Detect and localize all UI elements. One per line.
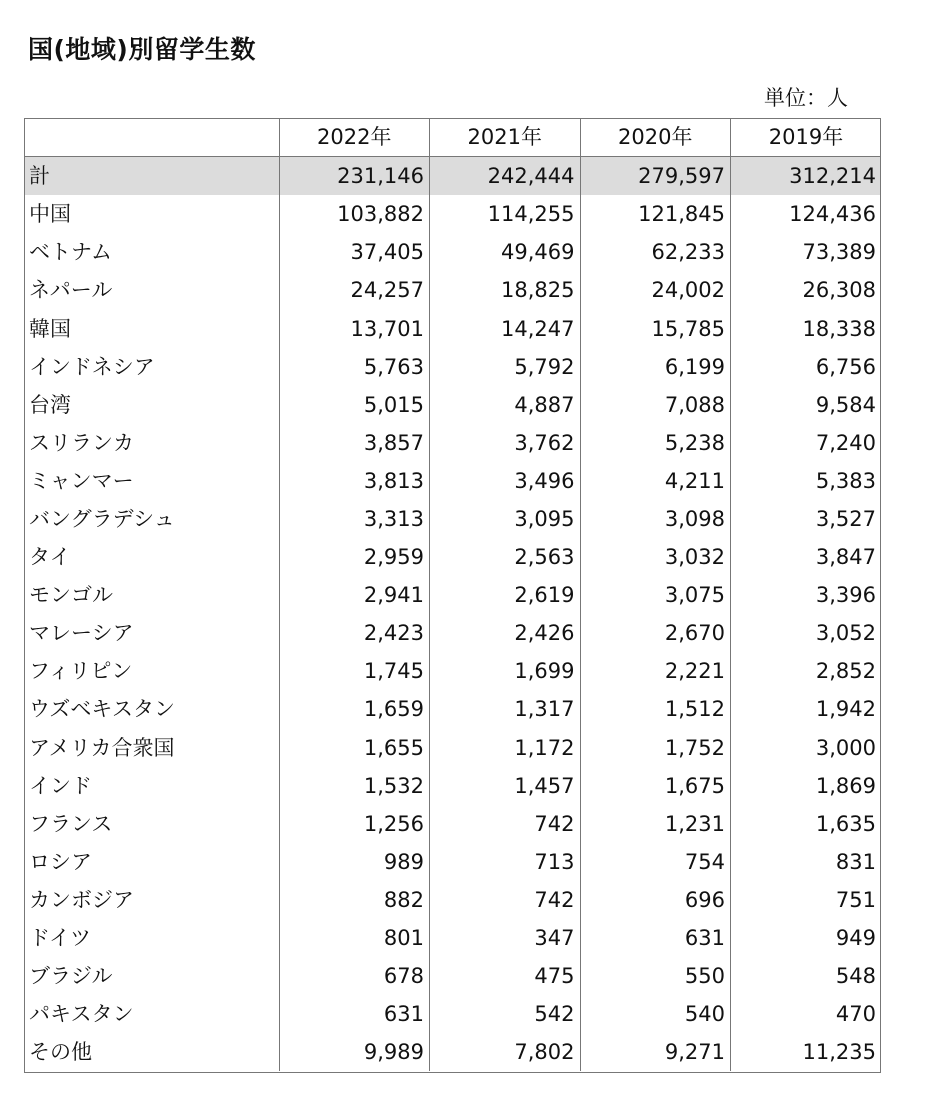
value-cell: 1,659 bbox=[279, 690, 430, 728]
country-name-cell: その他 bbox=[29, 1040, 92, 1065]
value-cell: 11,235 bbox=[731, 1033, 882, 1071]
country-name-cell: ドイツ bbox=[29, 926, 91, 951]
value-cell: 989 bbox=[279, 843, 430, 881]
value-cell: 7,802 bbox=[430, 1033, 581, 1071]
value-cell: 742 bbox=[430, 881, 581, 919]
value-cell: 114,255 bbox=[430, 195, 581, 233]
country-name-cell: ロシア bbox=[29, 849, 92, 874]
country-name-cell: ネパール bbox=[29, 278, 113, 303]
value-cell: 14,247 bbox=[430, 309, 581, 347]
value-cell: 6,756 bbox=[731, 348, 882, 386]
value-cell: 24,002 bbox=[580, 271, 731, 309]
value-cell: 3,075 bbox=[580, 576, 731, 614]
value-cell: 2,426 bbox=[430, 614, 581, 652]
value-cell: 3,396 bbox=[731, 576, 882, 614]
table-row bbox=[24, 767, 881, 805]
table-row bbox=[24, 538, 881, 576]
country-name-cell: フィリピン bbox=[29, 659, 133, 684]
value-cell: 1,699 bbox=[430, 652, 581, 690]
value-cell: 5,015 bbox=[279, 386, 430, 424]
value-cell: 754 bbox=[580, 843, 731, 881]
country-name-cell: ブラジル bbox=[29, 964, 113, 989]
value-cell: 1,457 bbox=[430, 767, 581, 805]
value-cell: 678 bbox=[279, 957, 430, 995]
country-name-cell: タイ bbox=[29, 545, 71, 570]
value-cell: 24,257 bbox=[279, 271, 430, 309]
country-name-cell: ウズベキスタン bbox=[29, 697, 175, 722]
value-cell: 2,563 bbox=[430, 538, 581, 576]
table-row bbox=[24, 348, 881, 386]
country-name-cell: ベトナム bbox=[29, 240, 112, 265]
value-cell: 1,655 bbox=[279, 729, 430, 767]
value-cell: 3,095 bbox=[430, 500, 581, 538]
value-cell: 3,762 bbox=[430, 424, 581, 462]
country-name-cell: ミャンマー bbox=[29, 468, 134, 493]
country-name-cell: スリランカ bbox=[29, 430, 134, 455]
value-cell: 242,444 bbox=[430, 157, 581, 196]
country-name-cell: バングラデシュ bbox=[29, 506, 175, 531]
value-cell: 124,436 bbox=[731, 195, 882, 233]
value-cell: 13,701 bbox=[279, 309, 430, 347]
value-cell: 696 bbox=[580, 881, 731, 919]
value-cell: 1,675 bbox=[580, 767, 731, 805]
country-name-cell: マレーシア bbox=[29, 621, 134, 646]
value-cell: 2,619 bbox=[430, 576, 581, 614]
value-cell: 1,172 bbox=[430, 729, 581, 767]
value-cell: 5,238 bbox=[580, 424, 731, 462]
value-cell: 3,098 bbox=[580, 500, 731, 538]
value-cell: 15,785 bbox=[580, 309, 731, 347]
value-cell: 73,389 bbox=[731, 233, 882, 271]
value-cell: 2,670 bbox=[580, 614, 731, 652]
table-row bbox=[24, 462, 881, 500]
country-name-cell: インド bbox=[29, 773, 92, 798]
value-cell: 121,845 bbox=[580, 195, 731, 233]
table-row bbox=[24, 690, 881, 728]
country-name-cell: アメリカ合衆国 bbox=[29, 735, 175, 760]
value-cell: 949 bbox=[731, 919, 882, 957]
value-cell: 2,221 bbox=[580, 652, 731, 690]
table-row bbox=[24, 614, 881, 652]
value-cell: 231,146 bbox=[279, 157, 430, 196]
country-name-cell: モンゴル bbox=[29, 583, 113, 608]
country-name-cell: 韓国 bbox=[29, 316, 71, 341]
value-cell: 7,240 bbox=[731, 424, 882, 462]
value-cell: 279,597 bbox=[580, 157, 731, 196]
value-cell: 831 bbox=[731, 843, 882, 881]
table-row bbox=[24, 1033, 881, 1071]
value-cell: 3,032 bbox=[580, 538, 731, 576]
country-name-cell: 中国 bbox=[29, 202, 71, 227]
value-cell: 3,813 bbox=[279, 462, 430, 500]
value-cell: 62,233 bbox=[580, 233, 731, 271]
value-cell: 1,532 bbox=[279, 767, 430, 805]
value-cell: 6,199 bbox=[580, 348, 731, 386]
header-corner-cell bbox=[24, 118, 279, 157]
table-body bbox=[24, 157, 881, 1072]
value-cell: 1,317 bbox=[430, 690, 581, 728]
value-cell: 49,469 bbox=[430, 233, 581, 271]
value-cell: 18,338 bbox=[731, 309, 882, 347]
value-cell: 1,512 bbox=[580, 690, 731, 728]
table-row bbox=[24, 881, 881, 919]
value-cell: 4,211 bbox=[580, 462, 731, 500]
value-cell: 2,852 bbox=[731, 652, 882, 690]
value-cell: 631 bbox=[279, 995, 430, 1033]
value-cell: 312,214 bbox=[731, 157, 882, 196]
value-cell: 2,941 bbox=[279, 576, 430, 614]
value-cell: 103,882 bbox=[279, 195, 430, 233]
country-name-cell: インドネシア bbox=[29, 354, 155, 379]
value-cell: 1,231 bbox=[580, 805, 731, 843]
value-cell: 470 bbox=[731, 995, 882, 1033]
value-cell: 4,887 bbox=[430, 386, 581, 424]
table-row bbox=[24, 805, 881, 843]
column-header: 2021年 bbox=[430, 118, 581, 157]
value-cell: 2,959 bbox=[279, 538, 430, 576]
value-cell: 742 bbox=[430, 805, 581, 843]
value-cell: 1,635 bbox=[731, 805, 882, 843]
value-cell: 713 bbox=[430, 843, 581, 881]
value-cell: 9,584 bbox=[731, 386, 882, 424]
value-cell: 3,496 bbox=[430, 462, 581, 500]
value-cell: 475 bbox=[430, 957, 581, 995]
value-cell: 3,847 bbox=[731, 538, 882, 576]
value-cell: 882 bbox=[279, 881, 430, 919]
country-name-cell: フランス bbox=[29, 811, 113, 836]
value-cell: 7,088 bbox=[580, 386, 731, 424]
column-header: 2022年 bbox=[279, 118, 430, 157]
value-cell: 26,308 bbox=[731, 271, 882, 309]
table-row bbox=[24, 995, 881, 1033]
students-by-country-table bbox=[24, 118, 881, 1071]
value-cell: 751 bbox=[731, 881, 882, 919]
table-row bbox=[24, 843, 881, 881]
table-row bbox=[24, 957, 881, 995]
table-row bbox=[24, 652, 881, 690]
header-row bbox=[24, 118, 881, 157]
page-title: 国(地域)別留学生数 bbox=[28, 35, 256, 64]
value-cell: 1,745 bbox=[279, 652, 430, 690]
value-cell: 1,942 bbox=[731, 690, 882, 728]
value-cell: 5,763 bbox=[279, 348, 430, 386]
value-cell: 3,000 bbox=[731, 729, 882, 767]
table-row bbox=[24, 424, 881, 462]
country-name-cell: パキスタン bbox=[29, 1002, 134, 1027]
value-cell: 3,527 bbox=[731, 500, 882, 538]
table-row bbox=[24, 919, 881, 957]
value-cell: 3,313 bbox=[279, 500, 430, 538]
value-cell: 3,052 bbox=[731, 614, 882, 652]
value-cell: 18,825 bbox=[430, 271, 581, 309]
value-cell: 37,405 bbox=[279, 233, 430, 271]
value-cell: 5,792 bbox=[430, 348, 581, 386]
country-name-cell: 計 bbox=[24, 157, 279, 196]
value-cell: 2,423 bbox=[279, 614, 430, 652]
table-row bbox=[24, 729, 881, 767]
total-row bbox=[24, 157, 881, 196]
column-header: 2019年 bbox=[731, 118, 882, 157]
country-name-cell: カンボジア bbox=[29, 887, 134, 912]
unit-label: 単位：人 bbox=[764, 86, 848, 110]
value-cell: 1,869 bbox=[731, 767, 882, 805]
table-row bbox=[24, 195, 881, 233]
value-cell: 3,857 bbox=[279, 424, 430, 462]
value-cell: 631 bbox=[580, 919, 731, 957]
table-row bbox=[24, 233, 881, 271]
value-cell: 801 bbox=[279, 919, 430, 957]
value-cell: 1,752 bbox=[580, 729, 731, 767]
table-row bbox=[24, 386, 881, 424]
value-cell: 542 bbox=[430, 995, 581, 1033]
value-cell: 548 bbox=[731, 957, 882, 995]
value-cell: 540 bbox=[580, 995, 731, 1033]
table-row bbox=[24, 309, 881, 347]
table-row bbox=[24, 271, 881, 309]
table-row bbox=[24, 576, 881, 614]
country-name-cell: 台湾 bbox=[29, 392, 71, 417]
column-header: 2020年 bbox=[580, 118, 731, 157]
value-cell: 550 bbox=[580, 957, 731, 995]
value-cell: 9,989 bbox=[279, 1033, 430, 1071]
table-row bbox=[24, 500, 881, 538]
value-cell: 347 bbox=[430, 919, 581, 957]
value-cell: 1,256 bbox=[279, 805, 430, 843]
value-cell: 5,383 bbox=[731, 462, 882, 500]
value-cell: 9,271 bbox=[580, 1033, 731, 1071]
